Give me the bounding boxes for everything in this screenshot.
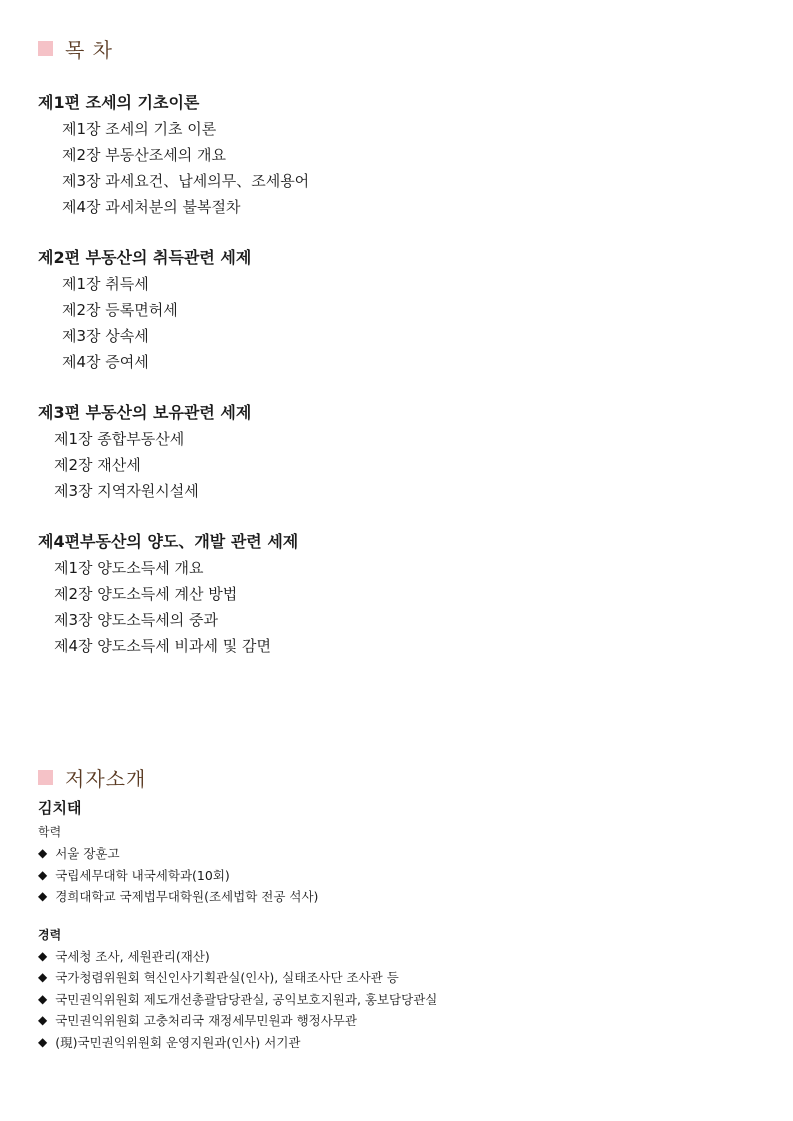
career-label: 경력: [38, 927, 62, 942]
diamond-bullet-icon: ◆: [38, 1013, 48, 1027]
career-item: [38, 989, 758, 1011]
career-item: [38, 1010, 758, 1032]
chapter-item: 제3장 지역자원시설세: [54, 482, 199, 500]
toc-part-3: [38, 400, 738, 504]
diamond-bullet-icon: ◆: [38, 1034, 48, 1049]
part-title: 제2편 부동산의 취득관련 세제: [38, 248, 252, 267]
education-text: 경희대학교 국제법무대학원(조세법학 전공 석사): [55, 889, 319, 904]
diamond-bullet-icon: ◆: [38, 948, 48, 963]
toc-part-4: [38, 529, 738, 659]
chapter-item: 제3장 양도소득세의 중과: [54, 611, 218, 629]
chapter-item: 제4장 증여세: [62, 353, 149, 371]
chapter-item: 제2장 등록면허세: [62, 301, 178, 319]
diamond-bullet-icon: ◆: [38, 889, 48, 903]
heading-square-marker: [38, 770, 53, 785]
chapter-item: 제3장 상속세: [62, 327, 149, 345]
author-section: [38, 797, 758, 1053]
career-item: [38, 946, 758, 968]
education-item: [38, 843, 758, 865]
career-text: (現)국민권익위원회 운영지원과(인사) 서기관: [55, 1034, 301, 1050]
career-item: [38, 1032, 758, 1054]
chapter-item: 제1장 종합부동산세: [54, 430, 185, 448]
chapter-item: 제2장 재산세: [54, 456, 141, 474]
author-heading-text: 저자소개: [65, 766, 147, 791]
table-of-contents: [38, 90, 738, 684]
chapter-item: 제1장 조세의 기초 이론: [62, 120, 217, 138]
diamond-bullet-icon: ◆: [38, 991, 48, 1006]
career-text: 국세청 조사, 세원관리(재산): [55, 948, 210, 964]
chapter-item: 제2장 부동산조세의 개요: [62, 146, 226, 164]
author-heading: [38, 763, 146, 791]
toc-part-2: [38, 245, 738, 375]
education-item: [38, 865, 758, 887]
career-text: 국민권익위원회 제도개선총괄담당관실, 공익보호지원과, 홍보담당관실: [55, 991, 438, 1007]
heading-square-marker: [38, 41, 53, 56]
career-text: 국민권익위원회 고충처리국 재정세무민원과 행정사무관: [55, 1013, 357, 1028]
chapter-item: 제4장 과세처분의 불복절차: [62, 198, 241, 216]
part-title: 제3편 부동산의 보유관련 세제: [38, 403, 252, 422]
career-text: 국가청렴위원회 혁신인사기획관실(인사), 실태조사단 조사관 등: [55, 970, 399, 985]
spacer: [38, 908, 758, 922]
education-item: [38, 886, 758, 908]
diamond-bullet-icon: ◆: [38, 970, 48, 984]
chapter-item: 제4장 양도소득세 비과세 및 감면: [54, 637, 271, 655]
chapter-item: 제2장 양도소득세 계산 방법: [54, 585, 238, 603]
part-title: 제1편 조세의 기초이론: [38, 93, 200, 112]
chapter-item: 제1장 취득세: [62, 275, 149, 293]
career-item: [38, 967, 758, 989]
toc-heading-text: 목 차: [65, 37, 113, 62]
diamond-bullet-icon: ◆: [38, 867, 48, 882]
chapter-item: 제1장 양도소득세 개요: [54, 559, 204, 577]
author-name: 김치태: [38, 799, 82, 817]
chapter-item: 제3장 과세요건、납세의무、조세용어: [62, 172, 310, 190]
education-text: 서울 장훈고: [55, 846, 120, 861]
toc-heading: [38, 34, 113, 62]
diamond-bullet-icon: ◆: [38, 846, 48, 860]
education-label: 학력: [38, 825, 62, 839]
part-title: 제4편부동산의 양도、개발 관련 세제: [38, 532, 299, 551]
education-text: 국립세무대학 내국세학과(10회): [55, 867, 230, 883]
toc-part-1: [38, 90, 738, 220]
